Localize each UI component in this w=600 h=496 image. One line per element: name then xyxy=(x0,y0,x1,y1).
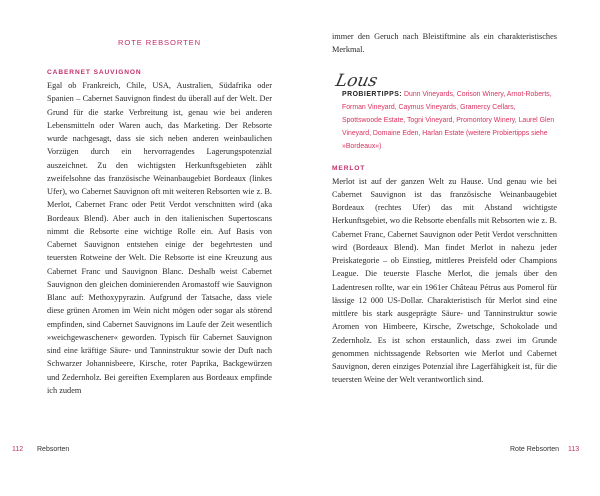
tasting-tips-list: Dunn Vineyards, Corison Winery, Arnot-Roberts, Forman Vineyard, Caymus Vineyards, Gramercy Cellars, Spottswoode Estate, Togni Vineyard, Promontory Winery, Laurel Glen Vineyard, Domaine Eden, Harlan Estate (weitere Probiertipps siehe »Bordeaux«) xyxy=(342,90,555,150)
tasting-tips-box xyxy=(332,70,557,153)
cabernet-sauvignon-body-continued: immer den Geruch nach Bleistiftmine als ein charakteristisches Merkmal. xyxy=(332,32,557,55)
right-text-column xyxy=(332,30,557,387)
merlot-body: Merlot ist auf der ganzen Welt zu Hause. Und genau wie bei Cabernet Sauvignon ist das französische Weinanbaugebiet Bordeaux (rechtes Ufer) das mit Abstand wichtigste Herkunftsgebiet, wo die Rebsorte ebenfalls mit Rebsorten wie z. B. Cabernet Franc, Cabernet Sauvignon oder Petit Verdot verschnitten wird (Bordeaux Blend). Man findet Merlot in nahezu jeder Preiskategorie – ob Einstieg, mittleres Preisfeld oder Champions League. Die teuerste Flasche Merlot, die jemals über den Ladentresen rollte, war ein 1961er Château Pétrus aus Pomerol für lässige 12 000 US-Dollar. Charakteristisch für Merlot sind eine mittlere bis stark ausgeprägte Säure- und Tanninstruktur sowie Aromen von Himbeere, Kirsche, Zwetschge, Schokolade und Zedernholz. Es ist schon erstaunlich, dass zwei im Grunde genommen nichtssagende Rebsorten wie Merlot und Cabernet Sauvignon, deren einziges Potenzial ihre Lagerfähigkeit ist, für die teuersten Weine der Welt verantwortlich sind. xyxy=(332,176,557,385)
chapter-title: ROTE REBSORTEN xyxy=(118,38,201,47)
tasting-tips xyxy=(332,88,557,153)
section-heading-merlot: MERLOT xyxy=(332,164,366,172)
signature-logo: Lous xyxy=(333,70,380,91)
left-page-number: 112 xyxy=(12,446,24,453)
tasting-tips-label: PROBIERTIPPS: xyxy=(342,90,403,98)
right-page-number: 113 xyxy=(568,446,580,453)
right-running-footer: Rote Rebsorten xyxy=(510,446,560,453)
left-text-column xyxy=(47,38,272,397)
right-page xyxy=(300,0,600,496)
section-heading-cabernet-sauvignon: CABERNET SAUVIGNON xyxy=(47,69,142,76)
left-running-footer: Rebsorten xyxy=(37,446,70,453)
cabernet-sauvignon-body: Egal ob Frankreich, Chile, USA, Australien, Südafrika oder Spanien – Cabernet Sauvignon findest du überall auf der Welt. Der Grund für die starke Verbreitung ist, genau wie bei anderen Lebensmitteln oder Waren auch, das Marketing. Der Rebsorte wurde nachgesagt, dass sie sich neben anderen weinbaulichen Vorzügen durch ein hervorragendes Lagerungspotenzial auszeichnet. Zu den wichtigsten Herkunftsgebieten zählt zweifelsohne das französische Weinanbaugebiet Bordeaux (linkes Ufer), wo Cabernet Sauvignon oft mit weiteren Rebsorten wie z. B. Merlot, Cabernet Franc oder Petit Verdot verschnitten wird (aka Bordeaux Blend). Aber auch in den italienischen Supertoscans nimmt die Rebsorte eine wichtige Rolle ein. Auf Basis von Cabernet Sauvignon entstehen einige der begehrtesten und teuersten Rotweine der Welt. Die Rebsorte ist eine Kreuzung aus Cabernet Franc und Sauvignon Blanc. Deshalb weist Cabernet Sauvignon den gleichen dominierenden Aromastoff wie Sauvignon Blanc auf: Methoxypyrazin. Aufgrund der Tatsache, dass viele diese grünen Aromen im Wein nicht mögen oder sogar als störend empfinden, sind Cabernet Sauvignons im Laufe der Zeit wesentlich »weichgewaschener« geworden. Typisch für Cabernet Sauvignon sind eine kräftige Säure- und Tanninstruktur sowie der Duft nach Schwarzer Johannisbeere, Kirsche, roter Paprika, Backgewürzen und Zedernholz. Bei gereiften Exemplaren aus Bordeaux empfinde ich zudem xyxy=(47,81,272,395)
